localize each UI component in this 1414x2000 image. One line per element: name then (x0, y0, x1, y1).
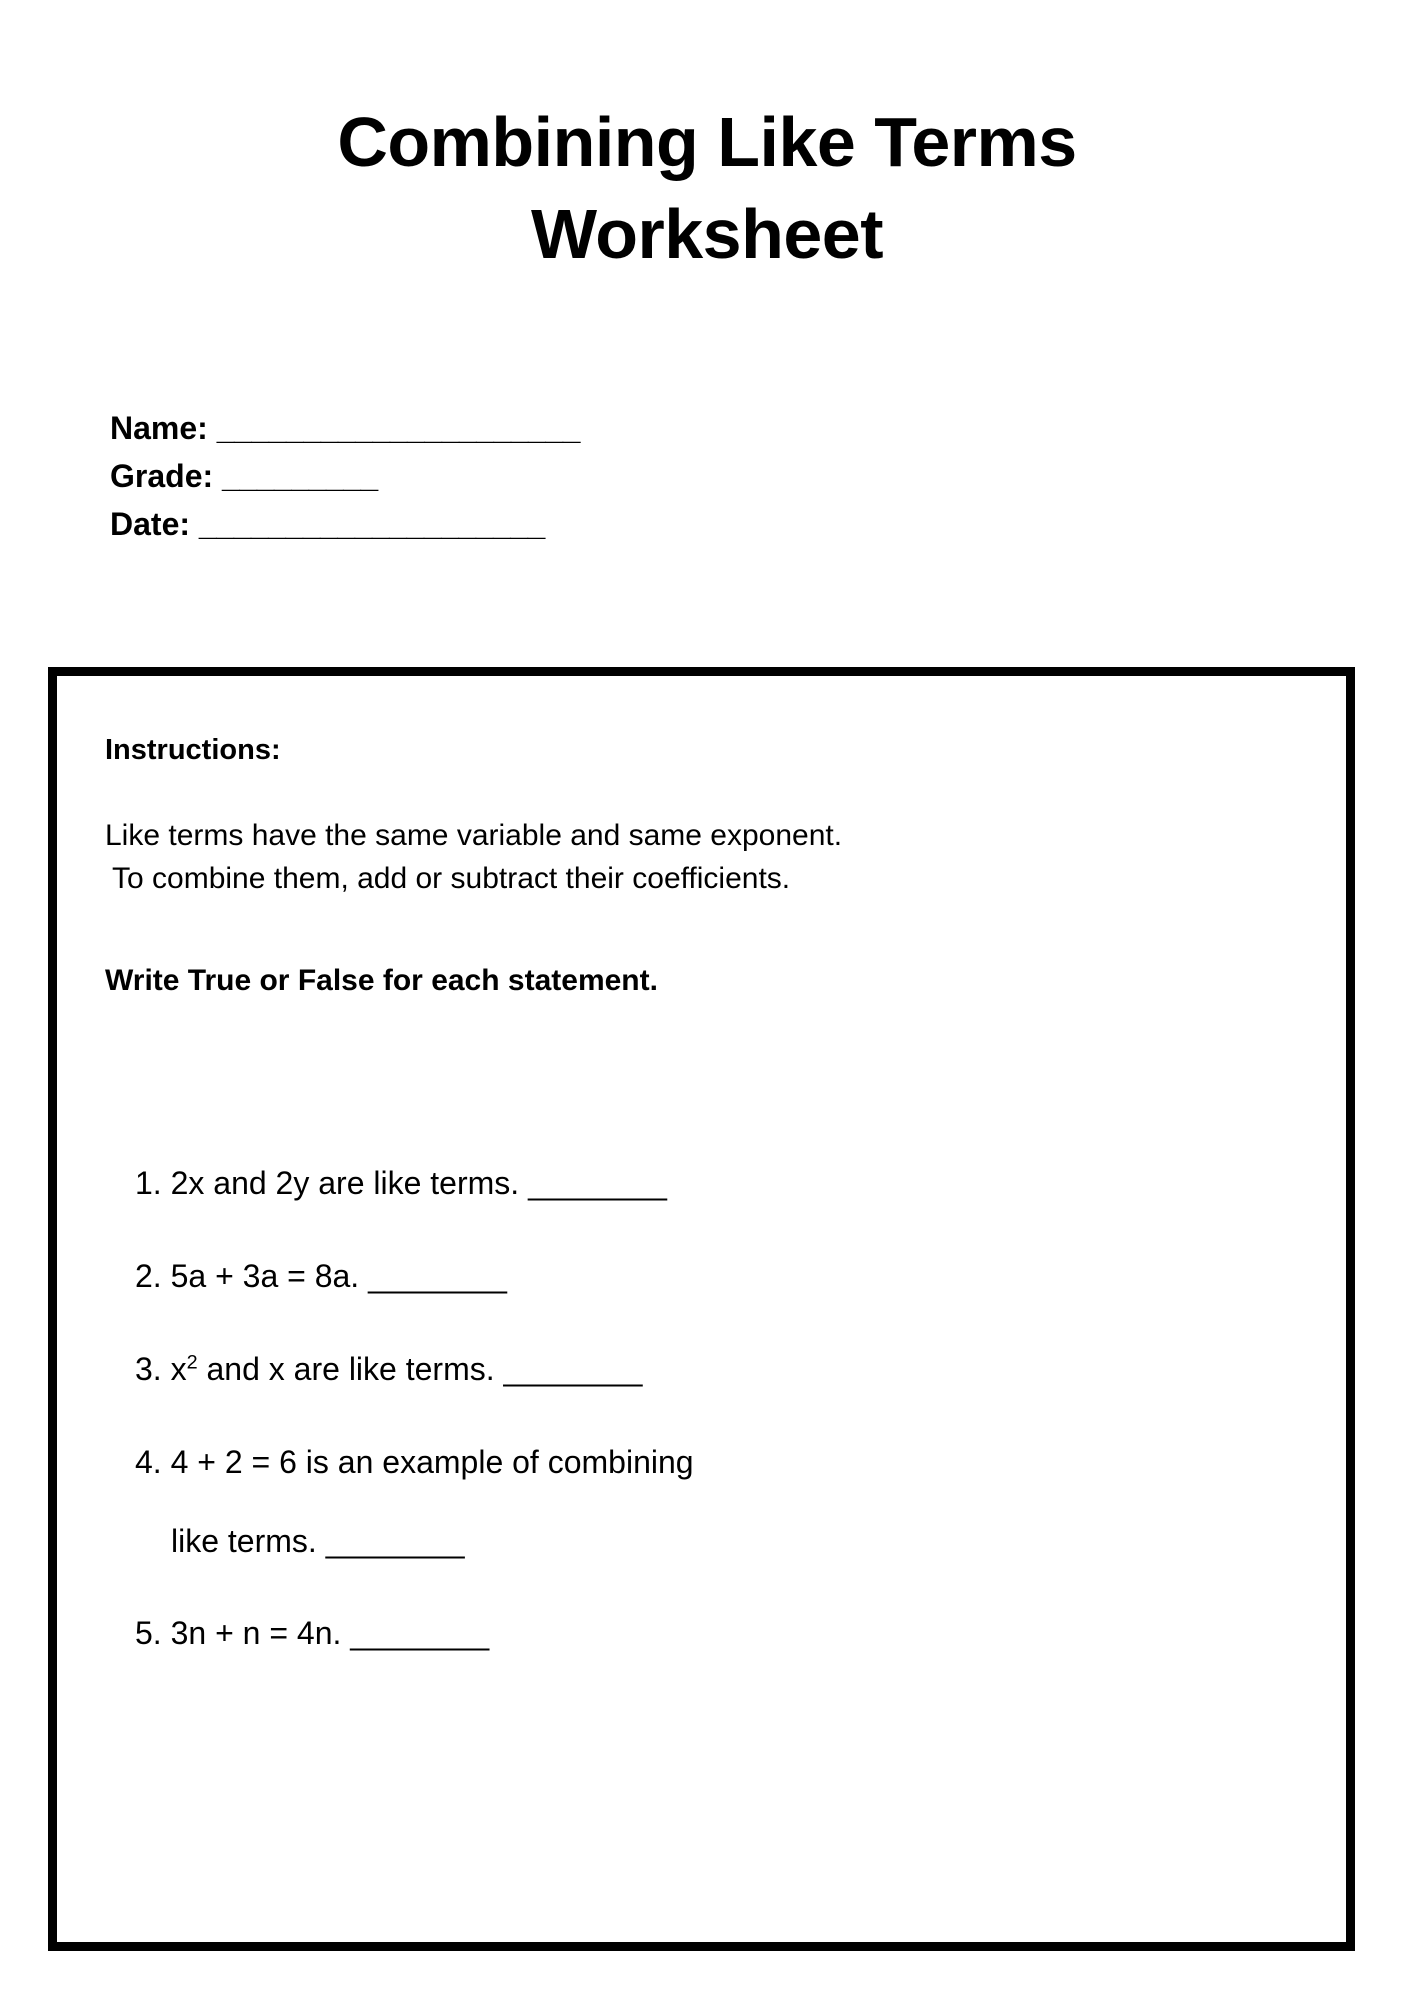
question-number-4: 4. (135, 1443, 162, 1480)
instructions-box (48, 667, 1355, 1951)
field-row-name (110, 404, 1010, 452)
date-field-label: Date: (110, 506, 191, 542)
question-answer-blank-3[interactable]: ________ (503, 1350, 642, 1387)
question-item-1 (135, 1162, 1326, 1205)
question-number-1: 1. (135, 1165, 162, 1201)
page-title-line-1: Combining Like Terms (337, 103, 1077, 181)
question-item-5 (135, 1612, 1326, 1655)
instructions-prompt: Write True or False for each statement. (105, 964, 658, 998)
question-number-3: 3. (135, 1350, 162, 1387)
instructions-box-content (105, 732, 1316, 1000)
question-text-5: 3n + n = 4n. (170, 1615, 342, 1652)
instructions-body-line-1: Like terms have the same variable and same exponent. (105, 818, 843, 852)
instructions-body-line-2: To combine them, add or subtract their coefficients. (112, 862, 791, 896)
question-text-4-continuation (135, 1520, 1326, 1563)
question-number-2: 2. (135, 1257, 162, 1294)
question-list (135, 1162, 1326, 1705)
name-field-label: Name: (110, 410, 208, 446)
question-text-3-post: and x are like terms. (197, 1350, 495, 1387)
question-answer-blank-2[interactable]: ________ (368, 1257, 507, 1294)
question-answer-blank-1[interactable]: ________ (528, 1165, 667, 1201)
grade-field-blank[interactable]: _________ (222, 458, 378, 494)
student-info-fields (110, 404, 1010, 548)
field-row-grade (110, 452, 1010, 500)
question-item-4 (135, 1441, 1326, 1563)
question-item-3 (135, 1348, 1326, 1391)
date-field-blank[interactable]: ____________________ (198, 506, 545, 542)
grade-field-label: Grade: (110, 458, 214, 494)
question-text-4-continuation-text: like terms. (171, 1522, 317, 1559)
question-text-1: 2x and 2y are like terms. (170, 1165, 520, 1201)
question-text-4: 4 + 2 = 6 is an example of combining (170, 1443, 694, 1480)
page-title-line-2: Worksheet (530, 195, 884, 274)
page-title (0, 96, 1414, 281)
question-answer-blank-4[interactable]: ________ (325, 1522, 465, 1559)
instructions-body (105, 814, 1316, 902)
question-text-2: 5a + 3a = 8a. (170, 1257, 360, 1294)
question-number-5: 5. (135, 1615, 162, 1652)
question-exponent-3: 2 (186, 1351, 198, 1374)
field-row-date (110, 500, 1010, 548)
question-answer-blank-5[interactable]: ________ (350, 1615, 489, 1652)
question-item-2 (135, 1255, 1326, 1298)
name-field-blank[interactable]: _____________________ (216, 410, 580, 446)
question-text-3-pre: x (170, 1350, 187, 1387)
instructions-heading: Instructions: (105, 734, 281, 766)
